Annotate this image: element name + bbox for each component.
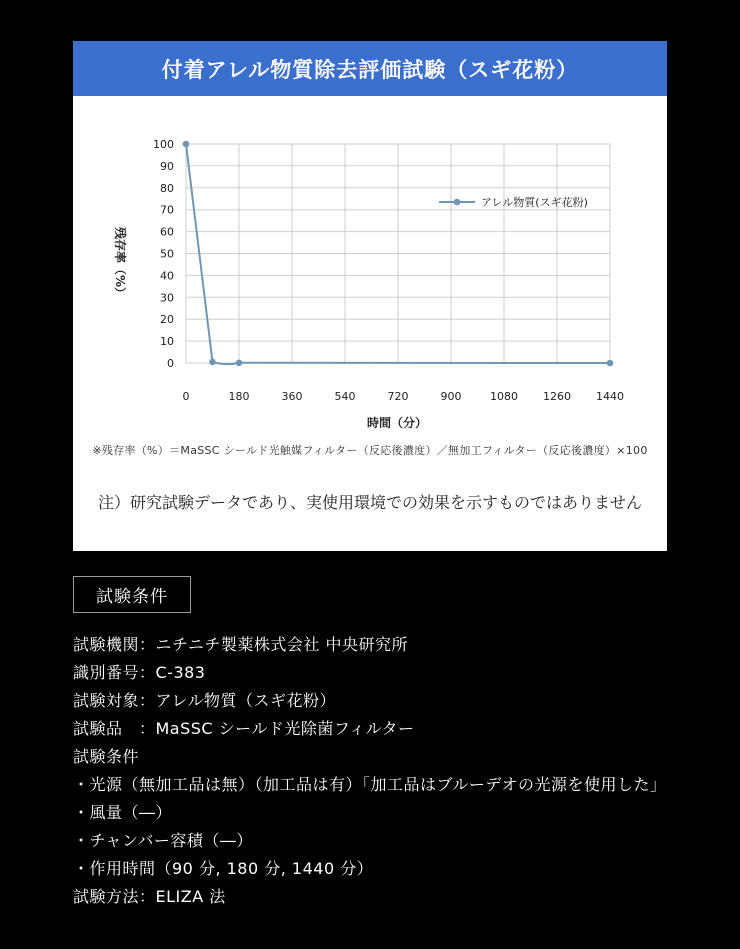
y-tick-label: 30 (160, 291, 174, 305)
chart-grid (186, 144, 610, 363)
x-tick-label: 1080 (490, 390, 518, 403)
test-conditions-list (73, 631, 713, 911)
conditions-heading: 試験条件 (73, 576, 191, 613)
x-tick-label: 540 (334, 390, 356, 403)
x-tick-label: 1440 (596, 390, 624, 403)
x-tick-label: 720 (387, 390, 409, 403)
detail-line: ・チャンバー容積（―） (73, 831, 253, 850)
y-axis-label: 残存率（%） (113, 226, 127, 300)
x-tick-label: 180 (228, 390, 250, 403)
x-tick-label: 360 (281, 390, 303, 403)
detail-line: 試験機関：ニチニチ製薬株式会社 中央研究所 (73, 635, 408, 654)
chart-panel (73, 96, 667, 551)
detail-line: ・光源（無加工品は無）（加工品は有）「加工品はブルーデオの光源を使用した」 (73, 775, 667, 794)
y-tick-label: 50 (160, 247, 174, 261)
y-tick-label: 80 (160, 181, 174, 195)
x-axis-label: 時間（分） (366, 416, 428, 430)
chart-title-banner: 付着アレル物質除去評価試験（スギ花粉） (73, 41, 667, 96)
y-tick-label: 20 (160, 313, 174, 327)
y-axis-ticks (153, 138, 174, 370)
data-point (209, 359, 216, 366)
x-tick-label: 0 (182, 390, 190, 403)
disclaimer-note: 注）研究試験データであり、実使用環境での効果を示すものではありません (97, 493, 642, 512)
data-point (236, 359, 243, 366)
detail-line: 試験対象：アレル物質（スギ花粉） (73, 691, 336, 710)
data-point (607, 360, 614, 367)
y-tick-label: 70 (160, 203, 174, 217)
detail-line: 試験条件 (73, 747, 140, 766)
x-tick-label: 900 (440, 390, 462, 403)
legend-label: アレル物質(スギ花粉) (481, 196, 588, 209)
y-tick-label: 100 (153, 138, 174, 151)
chart-legend (439, 195, 588, 209)
x-axis-ticks (183, 390, 625, 403)
detail-line: ・風量（―） (73, 803, 173, 822)
formula-note: ※残存率（%）＝MaSSC シールド光触媒フィルター（反応後濃度）／無加工フィルター（反応後濃度）×100 (92, 444, 648, 457)
detail-line: 識別番号：C-383 (73, 663, 206, 682)
data-point (183, 141, 190, 148)
x-tick-label: 1260 (543, 390, 571, 403)
y-tick-label: 90 (160, 159, 174, 173)
line-chart (73, 96, 667, 436)
legend-marker (454, 199, 461, 206)
y-tick-label: 40 (160, 269, 174, 283)
detail-line: ・作用時間（90 分, 180 分, 1440 分） (73, 859, 374, 878)
y-tick-label: 60 (160, 225, 174, 239)
y-tick-label: 0 (167, 357, 174, 370)
detail-line: 試験品 ：MaSSC シールド光除菌フィルター (73, 719, 415, 738)
detail-line: 試験方法：ELIZA 法 (73, 887, 226, 906)
y-tick-label: 10 (160, 335, 174, 349)
